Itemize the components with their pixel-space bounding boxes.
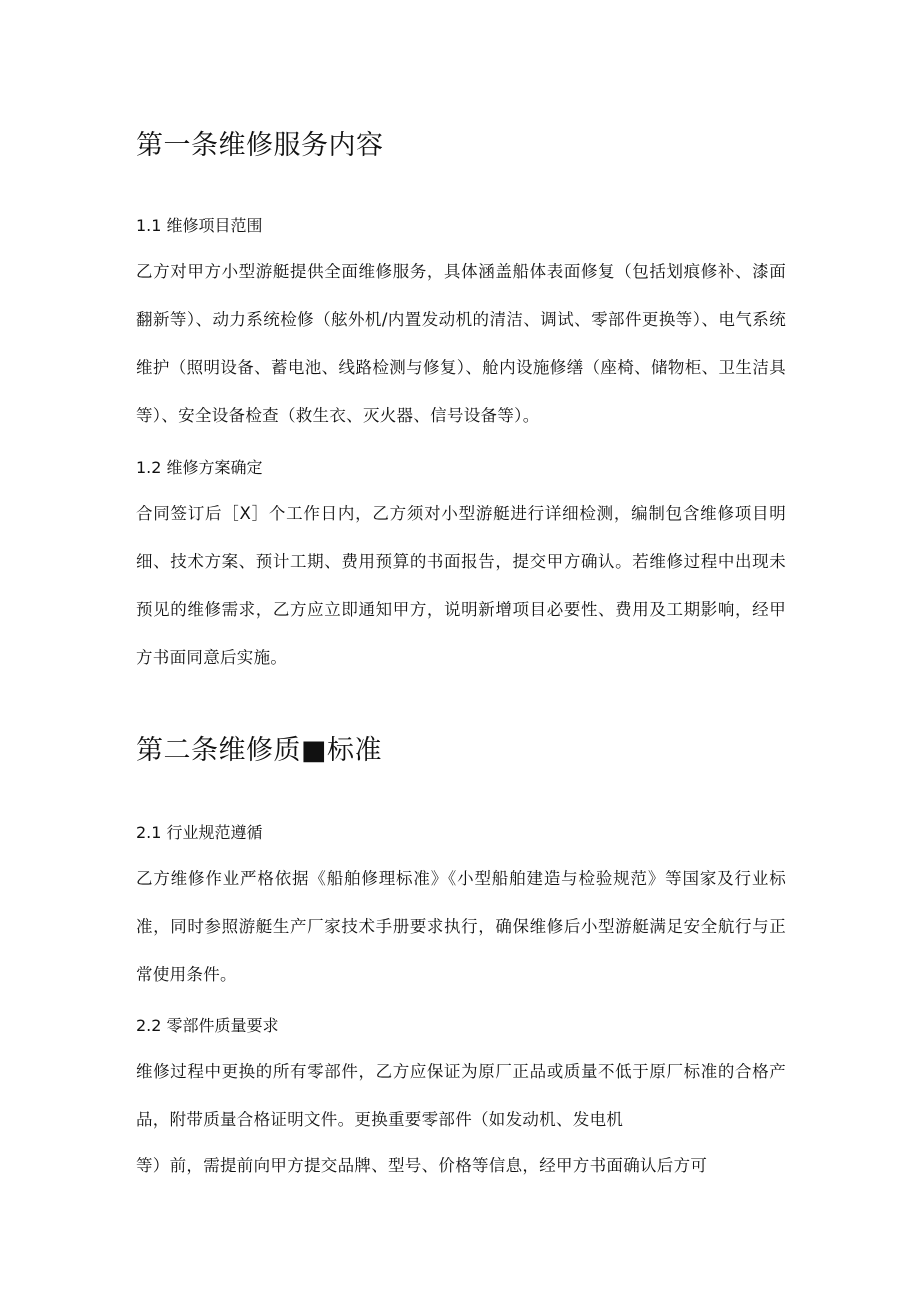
section-1-1-title: 1.1 维修项目范围 — [136, 216, 263, 235]
section-1-2-title: 1.2 维修方案确定 — [136, 458, 263, 477]
section-2-1-title: 2.1 行业规范遵循 — [136, 823, 263, 842]
section-1-2-body: 合同签订后［X］个工作日内，乙方须对小型游艇进行详细检测，编制包含维修项目明细、技术方案、预计工期、费用预算的书面报告，提交甲方确认。若维修过程中出现未预见的维修需求，乙方应立即通知甲方，说明新增项目必要性、费用及工期影响，经甲方书面同意后实施。 — [136, 504, 786, 667]
section-2-2-title: 2.2 零部件质量要求 — [136, 1016, 279, 1035]
section-2-2-body: 维修过程中更换的所有零部件，乙方应保证为原厂正品或质量不低于原厂标准的合格产品，附带质量合格证明文件。更换重要零部件（如发动机、发电机 — [136, 1062, 786, 1129]
article-2-heading: 第二条维修质■标准 — [136, 735, 383, 766]
section-2-1-body: 乙方维修作业严格依据《船舶修理标准》《小型船舶建造与检验规范》等国家及行业标准，同时参照游艇生产厂家技术手册要求执行，确保维修后小型游艇满足安全航行与正常使用条件。 — [136, 869, 786, 984]
article-1-heading: 第一条维修服务内容 — [136, 130, 384, 161]
section-2-2-body-tail: 等）前，需提前向甲方提交品牌、型号、价格等信息，经甲方书面确认后方可 — [136, 1156, 708, 1175]
section-1-1-body: 乙方对甲方小型游艇提供全面维修服务，具体涵盖船体表面修复（包括划痕修补、漆面翻新等）、动力系统检修（舷外机/内置发动机的清洁、调试、零部件更换等）、电气系统维护（照明设备、蓄电池、线路检测与修复）、舱内设施修缮（座椅、储物柜、卫生洁具等）、安全设备检查（救生衣、灭火器、信号设备等）。 — [136, 262, 786, 425]
